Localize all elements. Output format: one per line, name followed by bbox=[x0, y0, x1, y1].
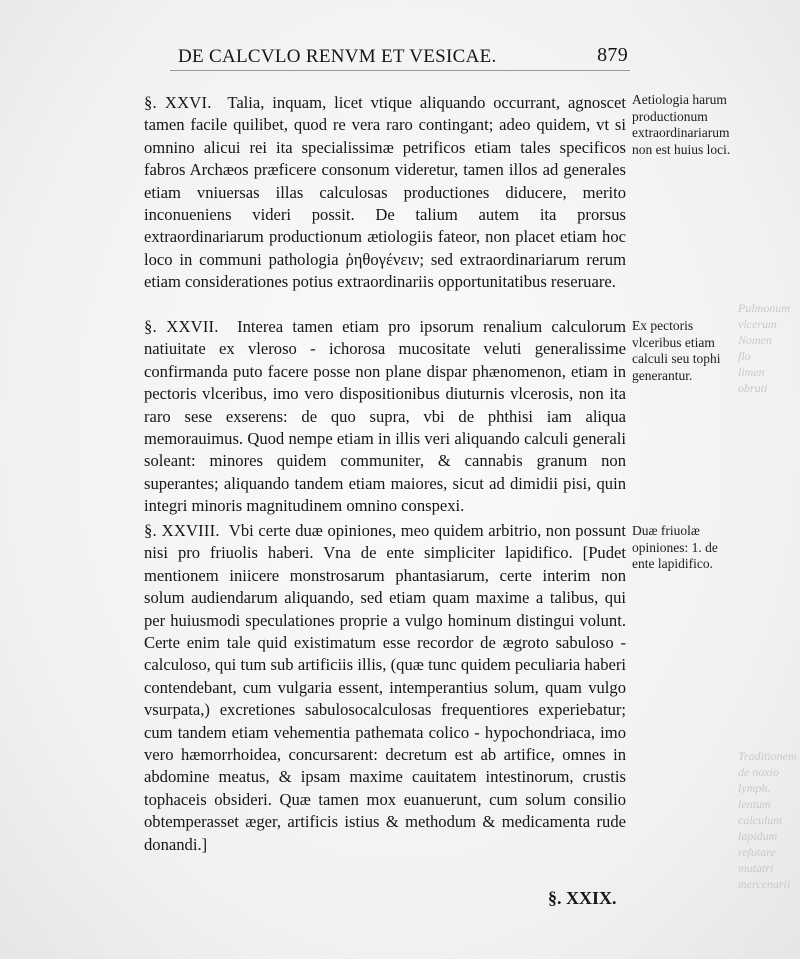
section-text: Interea tamen etiam pro ipsorum renalium calculorum natiuitate ex vleroso - ichorosa mucositate veluti generalissime confirmanda puto facere posse non plane dispar phænomenon, etiam in pectoris vlceribus, imo vero dispositionibus diuturnis vlcerosis, non ita raro sese exserens: de quo supra, vbi de phthisi iam aliqua memorauimus. Quod nempe etiam in illis veri aliquando calculi generali soleant: minores quidem communiter, & cannabis granum non superantes; aliquando tandem etiam maiores, sicut ad dimidii pisi, quin integri minoris magnitudinem omnino conspexi. bbox=[144, 317, 627, 516]
section-number: §. XXVIII. bbox=[144, 521, 220, 540]
section-paragraph bbox=[144, 520, 626, 856]
section-text: Talia, inquam, licet vtique aliquando occurrant, agnoscet tamen facile quilibet, quod re vera raro contingant; adeo quidem, vt si omnino alicui rei ita specialissimæ petrificos etiam tales specificos fabros Archæos præficere consonum videretur, tamen illos ad generales etiam vniuersas illas calculosas productiones diducere, merito inconueniens videri possit. De talium autem ita prorsus extraordinariarum productionum ætiologiis fateor, non placet etiam hoc loco in communi pathologia ῥηθογένειν; sed extraordinariarum rerum etiam considerationes potius extraordinariis opportunitatibus reseruare. bbox=[144, 93, 626, 292]
marginal-note-2: Ex pectoris vlceribus etiam calculi seu tophi generantur. bbox=[632, 318, 721, 383]
section-number: §. XXVII. bbox=[144, 317, 219, 336]
section-xxvi bbox=[144, 92, 626, 294]
page-number: 879 bbox=[597, 44, 628, 66]
section-paragraph bbox=[144, 92, 626, 294]
catchword: §. XXIX. bbox=[548, 888, 617, 908]
header-rule bbox=[170, 70, 630, 71]
page-header bbox=[178, 44, 628, 70]
marginal-note-3: Duæ friuolæ opiniones: 1. de ente lapidifico. bbox=[632, 523, 718, 571]
running-title: DE CALCVLO RENVM ET VESICAE. bbox=[178, 46, 497, 67]
marginal-note-1: Aetiologia harum productionum extraordinariarum non est huius loci. bbox=[632, 92, 731, 157]
section-paragraph bbox=[144, 316, 626, 518]
section-number: §. XXVI. bbox=[144, 93, 212, 112]
bleed-through-right-lower: Traditionem de noxio lymph. lentum calculum lapidum refutare mutatri mercenarii bbox=[738, 749, 797, 891]
bleed-through-right: Pulmonum vlcerum Nomen flo limen obruti bbox=[738, 301, 790, 395]
section-xxviii bbox=[144, 520, 626, 856]
section-text: Vbi certe duæ opiniones, meo quidem arbitrio, non possunt nisi pro friuolis haberi. Vna de ente simpliciter lapidifico. [Pudet mentionem iniicere monstrosarum phantasiarum, certe interim non solum audiendarum aliquando, sed etiam quam maxime a talibus, qui per huiusmodi speculationes proprie a vulgo hominum distingui volunt. Certe enim tale quid existimatum esse recordor de ægroto sabuloso - calculoso, qui tum sub artificiis illis, (quæ tunc quidem peculiaria haberi contendebant, cum vulgaria essent, intemperantius solum, quam vulgo vsurpata,) excretiones sabulosocalculosas frequentiores experiebatur; cum tandem etiam vehementia pathemata colico - hypochondriaca, imo vero hæmorrhoidea, concursarent: decretum est ab artifice, omnes in abdomine meatus, & ipsam maxime cauitatem intestinorum, crustis tophaceis obsideri. Quæ tamen mox euanuerunt, cum solum consilio obtemperasset æger, artificis istius & methodum & medicamenta rude donandi.] bbox=[144, 521, 627, 854]
section-xxvii bbox=[144, 316, 626, 518]
